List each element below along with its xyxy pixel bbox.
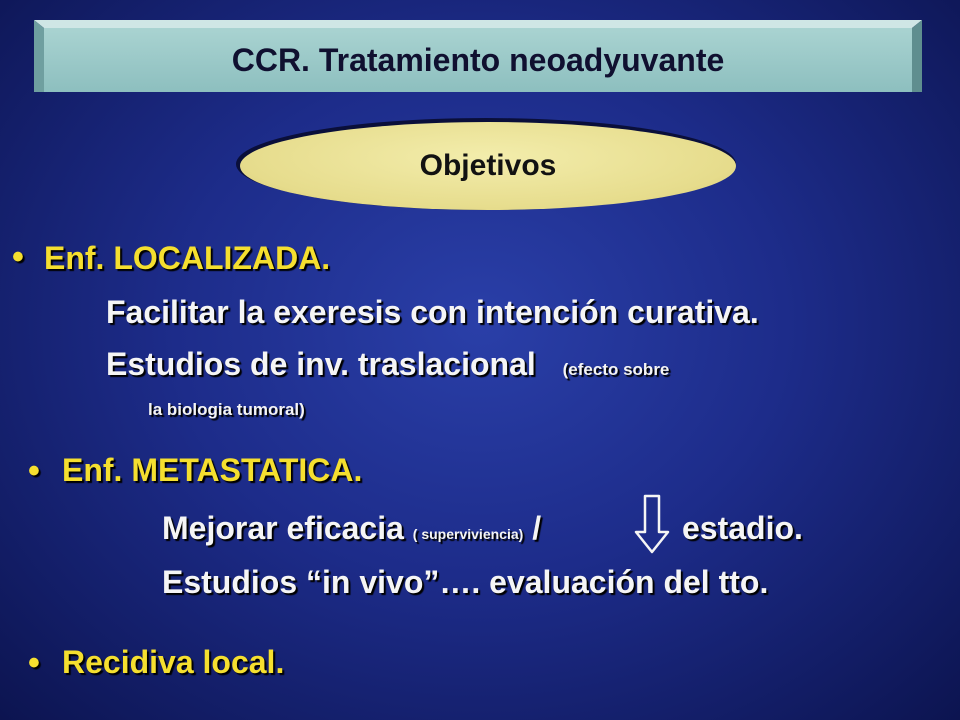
- metastatica-line-2: Estudios “in vivo”…. evaluación del tto.: [162, 564, 769, 600]
- bullet-icon: •: [28, 452, 40, 490]
- down-arrow-icon: [634, 494, 670, 554]
- title-bar-left-bevel: [34, 20, 44, 92]
- localizada-line-2: [106, 346, 669, 383]
- metastatica-line-1-slash: /: [532, 510, 542, 546]
- bullet-icon: •: [12, 238, 24, 276]
- section-heading-metastatica: Enf. METASTATICA.: [62, 452, 363, 488]
- title-bar-right-bevel: [912, 20, 922, 92]
- metastatica-line-1-text: Mejorar eficacia: [162, 510, 404, 546]
- objectives-label: Objetivos: [419, 149, 557, 182]
- title-bar-top-bevel: [34, 20, 922, 28]
- title-bar: [34, 20, 922, 92]
- localizada-line-1: Facilitar la exeresis con intención curativa.: [106, 294, 759, 330]
- localizada-line-3: la biologia tumoral): [148, 400, 305, 419]
- metastatica-line-1: [162, 510, 541, 547]
- localizada-line-2-text: Estudios de inv. traslacional: [106, 346, 536, 382]
- slide-title: CCR. Tratamiento neoadyuvante: [231, 41, 725, 78]
- section-heading-recidiva: Recidiva local.: [62, 644, 285, 680]
- bullet-icon: •: [28, 644, 40, 682]
- metastatica-line-1-tail: estadio.: [682, 510, 803, 546]
- objectives-oval: [240, 122, 736, 210]
- section-heading-localizada: Enf. LOCALIZADA.: [44, 240, 331, 276]
- localizada-line-2-note: (efecto sobre: [562, 360, 670, 379]
- metastatica-line-1-note: ( superviviencia): [412, 526, 524, 542]
